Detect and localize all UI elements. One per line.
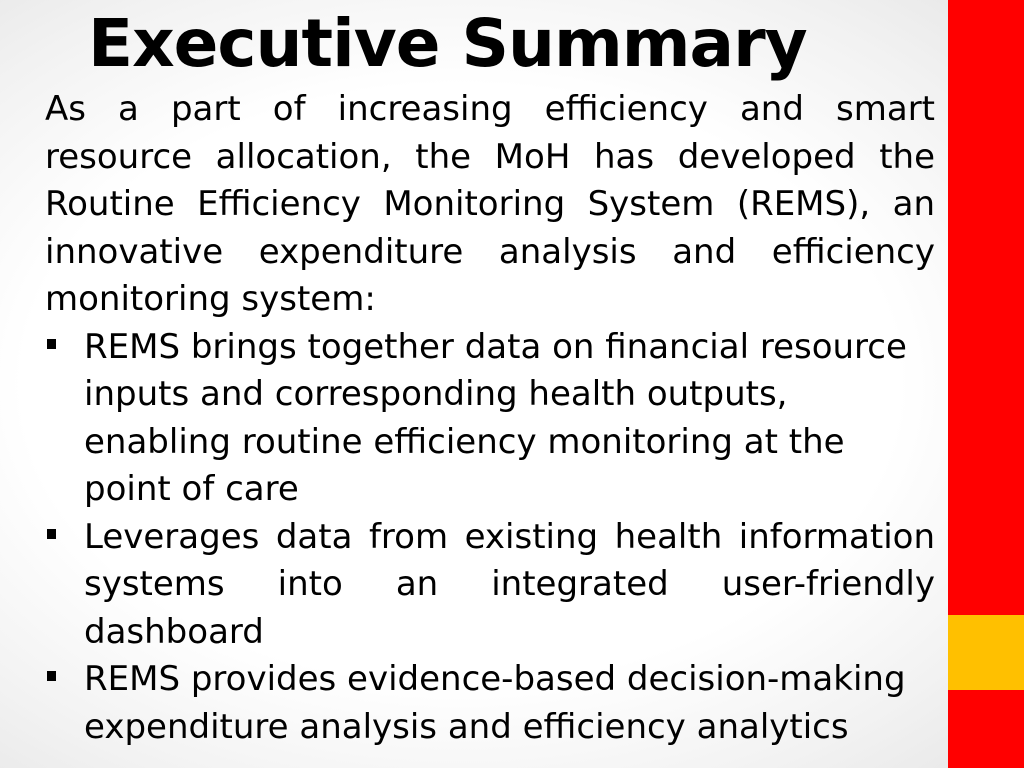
bullet-list xyxy=(45,324,935,752)
square-bullet-icon xyxy=(47,339,56,349)
bullet-text: REMS provides evidence-based decision-making expenditure analysis and efficiency analytics xyxy=(84,659,906,747)
list-item xyxy=(45,324,935,514)
list-item xyxy=(45,656,935,751)
slide-title: Executive Summary xyxy=(88,5,807,82)
side-accent-block-yellow xyxy=(948,615,1024,690)
bullet-text: Leverages data from existing health information systems into an integrated user-friendly dashboard xyxy=(84,516,935,652)
slide-body xyxy=(45,86,935,751)
square-bullet-icon xyxy=(47,529,56,539)
bullet-text: REMS brings together data on financial resource inputs and corresponding health outputs, enabling routine efficiency monitoring at the point of care xyxy=(84,326,907,509)
list-item xyxy=(45,514,935,657)
intro-paragraph: As a part of increasing efficiency and smart resource allocation, the MoH has developed the Routine Efficiency Monitoring System (REMS), an innovative expenditure analysis and efficiency monitoring system: xyxy=(45,89,935,319)
square-bullet-icon xyxy=(47,671,56,681)
